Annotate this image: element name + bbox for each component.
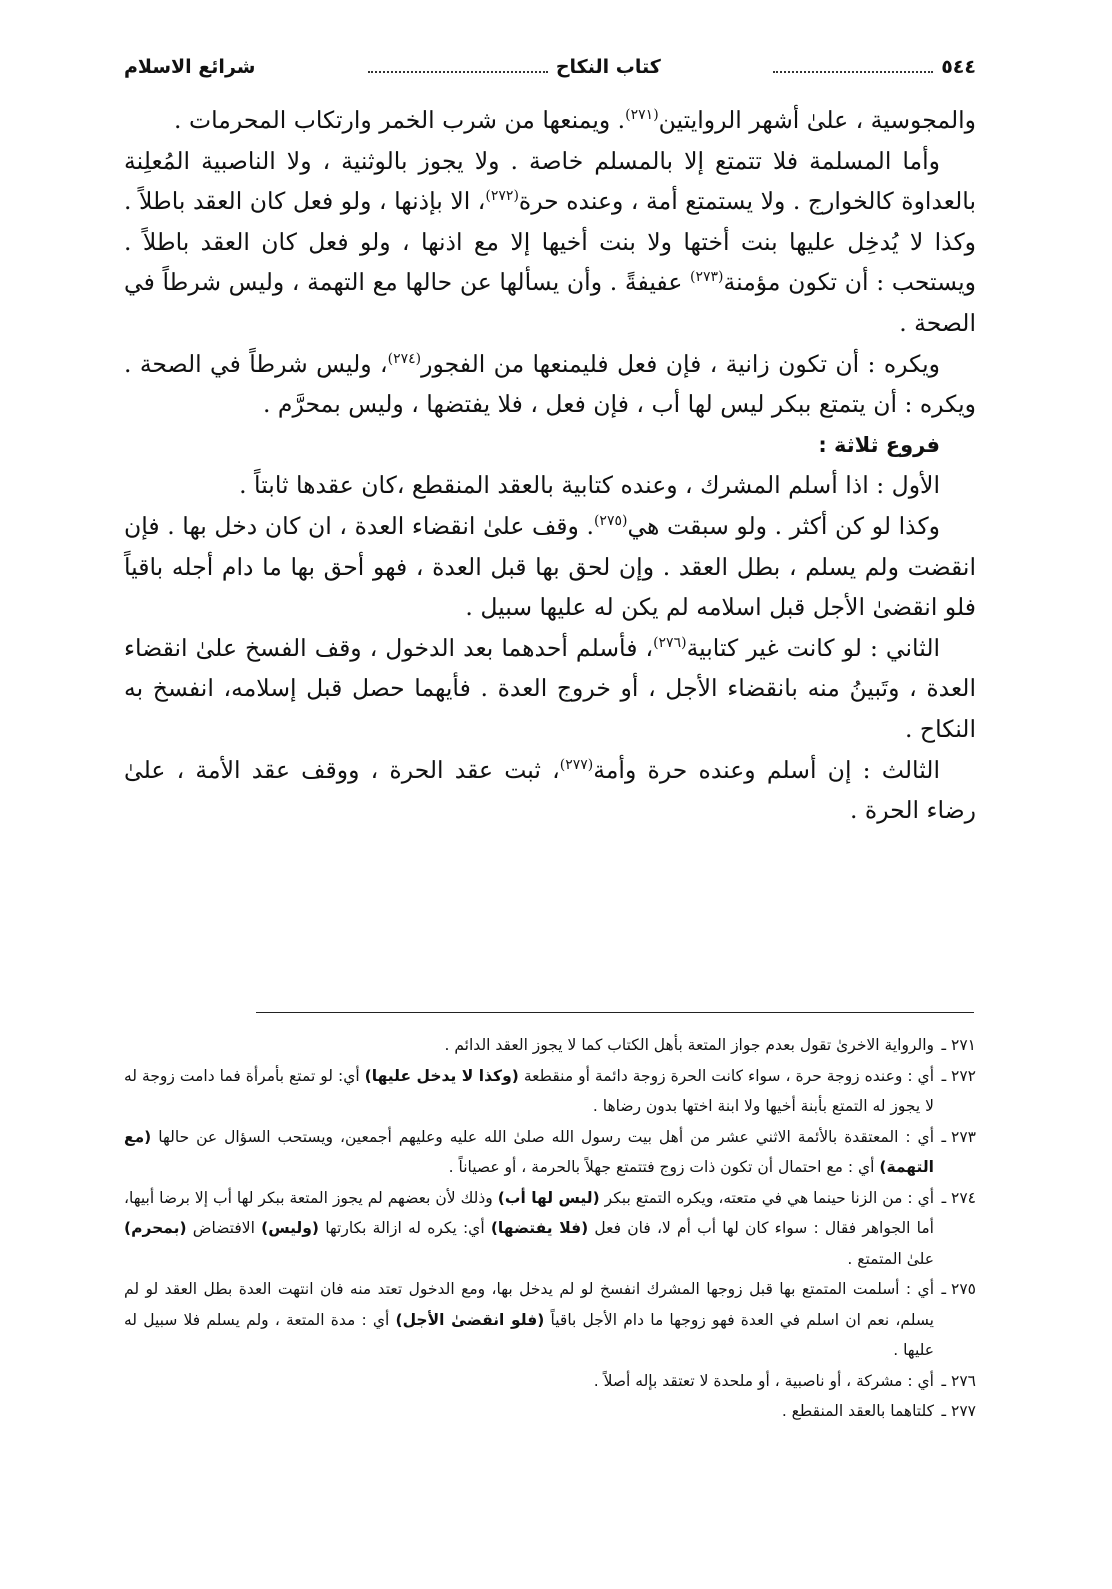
text-run: ، وليس شرطاً في الصحة . ويكره : أن يتمتع ببكر ليس لها أب ، فإن فعل ، فلا يفتضها ، وليس بمحرَّم . xyxy=(124,349,976,419)
footnote-274 xyxy=(124,1183,976,1275)
footnote-text: أي : أسلمت المتمتع بها قبل زوجها المشرك انفسخ لو لم يدخل بها، ومع الدخول تعتد منه فان انتهت العدة بطل العقد لو لم يسلم، نعم ان اسلم في العدة فهو زوجها ما دام الأجل باقياً xyxy=(124,1280,934,1329)
footnote-number: ٢٧٣ ـ xyxy=(941,1127,976,1146)
footnote-quote: (ليس لها أب) xyxy=(497,1188,600,1207)
footnote-271 xyxy=(124,1030,976,1061)
footnote-separator xyxy=(256,1012,974,1013)
footnote-quote: (مع التهمة) xyxy=(124,1127,934,1176)
paragraph xyxy=(124,628,976,750)
footnote-272 xyxy=(124,1061,976,1122)
paragraph: الأول : اذا أسلم المشرك ، وعنده كتابية بالعقد المنقطع ،كان عقدها ثابتاً . xyxy=(239,471,940,500)
footnote-text: الافتضاض xyxy=(192,1219,255,1237)
text-run: وأما المسلمة فلا تتمتع إلا بالمسلم خاصة . ولا يجوز بالوثنية ، ولا الناصبية المُعلِنة بالعداوة كالخوارج . ولا يستمتع أمة ، وعنده حرة xyxy=(124,146,976,216)
footnotes xyxy=(124,1030,976,1427)
footnote-text: وذلك لأن بعضهم لم يجوز المتعة ببكر لها أب إلا برضا أبيها، أما الجواهر فقال : سواء كان لها أب أم لا، فان فعل xyxy=(124,1188,934,1237)
running-header xyxy=(124,40,976,78)
footnote-text: كلتاهما بالعقد المنقطع . xyxy=(781,1402,934,1420)
footnote-text: والرواية الاخرىٰ تقول بعدم جواز المتعة بأهل الكتاب كما لا يجوز العقد الدائم . xyxy=(444,1036,934,1054)
footnote-quote: (فلو انقضىٰ الأجل) xyxy=(395,1310,545,1329)
footnote-text: أي : مشركة ، أو ناصبية ، أو ملحدة لا تعتقد بإله أصلاً . xyxy=(593,1371,934,1390)
footnote-text: أي: يكره له ازالة بكارتها xyxy=(325,1219,485,1237)
header-leader-dots xyxy=(773,63,933,73)
footnote-ref: (٢٧٦) xyxy=(653,634,687,651)
footnote-ref: (٢٧٤) xyxy=(387,350,422,367)
footnote-number: ٢٧٦ ـ xyxy=(941,1371,976,1390)
paragraph xyxy=(124,506,976,628)
section-heading: فروع ثلاثة : xyxy=(818,432,940,457)
book-title: شرائع الاسلام xyxy=(124,56,256,78)
paragraph xyxy=(124,750,976,831)
footnote-number: ٢٧٧ ـ xyxy=(941,1402,976,1420)
page-number: ٥٤٤ xyxy=(941,56,976,78)
text-run: ، فأسلم أحدهما بعد الدخول ، وقف الفسخ علىٰ انقضاء العدة ، وتَبينُ منه بانقضاء الأجل ، أو خروج العدة . فأيهما حصل قبل إسلامه، انفسخ به النكاح . xyxy=(124,633,976,743)
footnote-ref: (٢٧١) xyxy=(625,107,659,124)
footnote-ref: (٢٧٧) xyxy=(559,756,594,773)
footnote-text: أي : وعنده زوجة حرة ، سواء كانت الحرة زوجة دائمة أو منقطعة xyxy=(523,1066,935,1085)
text-run: . وقف علىٰ انقضاء العدة ، ان كان دخل بها . فإن انقضت ولم يسلم ، بطل العقد . وإن لحق بها قبل العدة ، فهو أحق بها ما دام أجله باقياً فلو انقضىٰ الأجل قبل اسلامه لم يكن له عليها سبيل . xyxy=(124,511,976,622)
text-run: الثاني : لو كانت غير كتابية xyxy=(686,633,941,662)
header-chapter-cell xyxy=(360,56,661,78)
footnote-text: أي : المعتقدة بالأئمة الاثني عشر من أهل بيت رسول الله صلىٰ الله عليه وعليهم أجمعين، ويستحب السؤال عن حالها xyxy=(158,1127,934,1146)
text-run: عفيفةً . وأن يسألها عن حالها مع التهمة ، وليس شرطاً في الصحة . xyxy=(124,268,976,337)
footnote-quote: (فلا يفتضها) xyxy=(490,1219,589,1237)
footnote-ref: (٢٧٥) xyxy=(593,513,628,530)
footnote-quote: (وكذا لا يدخل عليها) xyxy=(364,1066,519,1085)
text-run: ، الا بإذنها ، ولو فعل كان العقد باطلاً . وكذا لا يُدخِل عليها بنت أختها ولا بنت أخيها إلا مع اذنها ، ولو فعل كان العقد باطلاً . ويستحب : أن تكون مؤمنة xyxy=(124,187,976,297)
footnote-quote: (وليس) xyxy=(261,1219,319,1237)
paragraph xyxy=(124,141,976,344)
footnote-text: أي : مع احتمال أن تكون ذات زوج فتتمتع جهلاً بالحرمة ، أو عصياناً . xyxy=(448,1158,875,1176)
text-run: . ويمنعها من شرب الخمر وارتكاب المحرمات . xyxy=(174,106,626,134)
footnote-number: ٢٧٤ ـ xyxy=(941,1188,977,1207)
paragraph xyxy=(124,100,976,141)
footnote-text: علىٰ المتمتع . xyxy=(847,1249,934,1268)
footnote-number: ٢٧٢ ـ xyxy=(941,1066,977,1085)
header-page-number-cell xyxy=(765,56,976,78)
footnote-273 xyxy=(124,1122,976,1183)
text-run: الثالث : إن أسلم وعنده حرة وأمة xyxy=(593,755,940,784)
footnote-text: أي: لو تمتع بأمرأة فما دامت زوجة له لا يجوز له التمتع بأبنة أخيها ولا ابنة اختها بدون رضاها . xyxy=(124,1066,934,1115)
footnote-number: ٢٧٥ ـ xyxy=(941,1280,976,1298)
header-leader-dots xyxy=(368,63,548,73)
footnote-276 xyxy=(124,1366,976,1397)
footnote-number: ٢٧١ ـ xyxy=(941,1036,976,1054)
text-run: وكذا لو كن أكثر . ولو سبقت هي xyxy=(627,511,941,540)
text-run: ، ثبت عقد الحرة ، ووقف عقد الأمة ، علىٰ رضاء الحرة . xyxy=(124,755,976,825)
footnote-text: أي : من الزنا حينما هي في متعته، ويكره التمتع ببكر xyxy=(604,1188,935,1207)
text-run: ويكره : أن تكون زانية ، فإن فعل فليمنعها من الفجور xyxy=(421,349,940,378)
footnote-text: أي : مدة المتعة ، ولم يسلم فلا سبيل له عليها . xyxy=(124,1310,934,1359)
paragraph xyxy=(124,344,976,425)
footnote-ref: (٢٧٣) xyxy=(690,269,724,286)
footnote-275 xyxy=(124,1274,976,1366)
footnote-ref: (٢٧٢) xyxy=(485,188,519,205)
main-text xyxy=(124,100,976,831)
text-run: والمجوسية ، علىٰ أشهر الروايتين xyxy=(658,106,976,134)
header-book-cell xyxy=(124,56,255,78)
footnote-quote: (بمحرم) xyxy=(124,1219,187,1237)
chapter-title: كتاب النكاح xyxy=(555,56,661,78)
footnote-277 xyxy=(124,1396,976,1427)
